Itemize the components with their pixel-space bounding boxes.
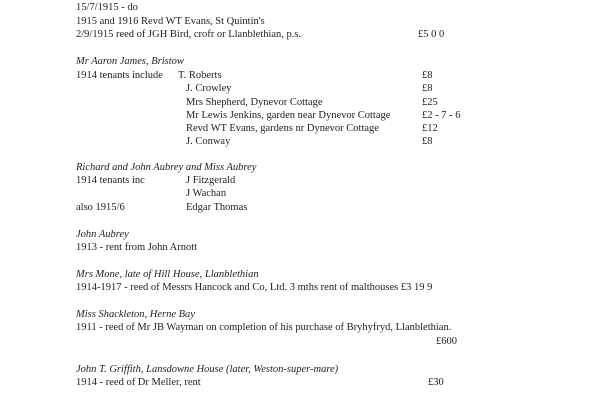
tenant-name: Edgar Thomas	[186, 202, 248, 213]
text-line: 1914 tenants include	[76, 70, 163, 81]
tenant-name: T. Roberts	[178, 70, 222, 81]
tenant-name: J Wachan	[186, 188, 227, 199]
entry-heading: John Aubrey	[76, 229, 129, 240]
amount: £8	[422, 83, 433, 94]
text-line: 1914-1917 - reed of Messrs Hancock and Co, Ltd. 3 mths rent of malthouses £3 19 9	[76, 282, 433, 293]
tenant-name: Mrs Shepherd, Dynevor Cottage	[186, 97, 323, 108]
text-line: 1911 - reed of Mr JB Wayman on completion of his purchase of Bryhyfryd, Llanblethian.	[76, 322, 452, 333]
amount: £8	[422, 70, 433, 81]
amount: £5 0 0	[418, 29, 445, 40]
tenant-name: J Fitzgerald	[186, 175, 236, 186]
tenant-name: J. Conway	[186, 136, 231, 147]
entry-heading: John T. Griffith, Lansdowne House (later, Weston-super-mare)	[76, 364, 339, 375]
text-line: 15/7/1915 - do	[76, 2, 138, 13]
amount: £12	[422, 123, 438, 134]
entry-heading: Richard and John Aubrey and Miss Aubrey	[76, 162, 257, 173]
tenant-name: J. Crowley	[186, 83, 232, 94]
tenant-name: Revd WT Evans, gardens nr Dynevor Cottage	[186, 123, 379, 134]
entry-heading: Mr Aaron James, Bristow	[76, 56, 184, 67]
amount: £2 - 7 - 6	[422, 110, 461, 121]
entry-heading: Mrs Mone, late of Hill House, Llanblethian	[76, 269, 259, 280]
amount: £25	[422, 97, 438, 108]
text-line: 1914 - reed of Dr Meller, rent	[76, 377, 201, 388]
amount: £30	[428, 377, 444, 388]
entry-heading: Miss Shackleton, Herne Bay	[76, 309, 195, 320]
text-line: 2/9/1915 reed of JGH Bird, crofr or Llanblethian, p.s.	[76, 29, 302, 40]
text-line: also 1915/6	[76, 202, 125, 213]
text-line: 1915 and 1916 Revd WT Evans, St Quintin's	[76, 16, 265, 27]
amount: £8	[422, 136, 433, 147]
text-line: 1913 - rent from John Arnott	[76, 242, 198, 253]
tenant-name: Mr Lewis Jenkins, garden near Dynevor Cottage	[186, 110, 391, 121]
text-line: 1914 tenants inc	[76, 175, 145, 186]
amount: £600	[436, 336, 457, 347]
